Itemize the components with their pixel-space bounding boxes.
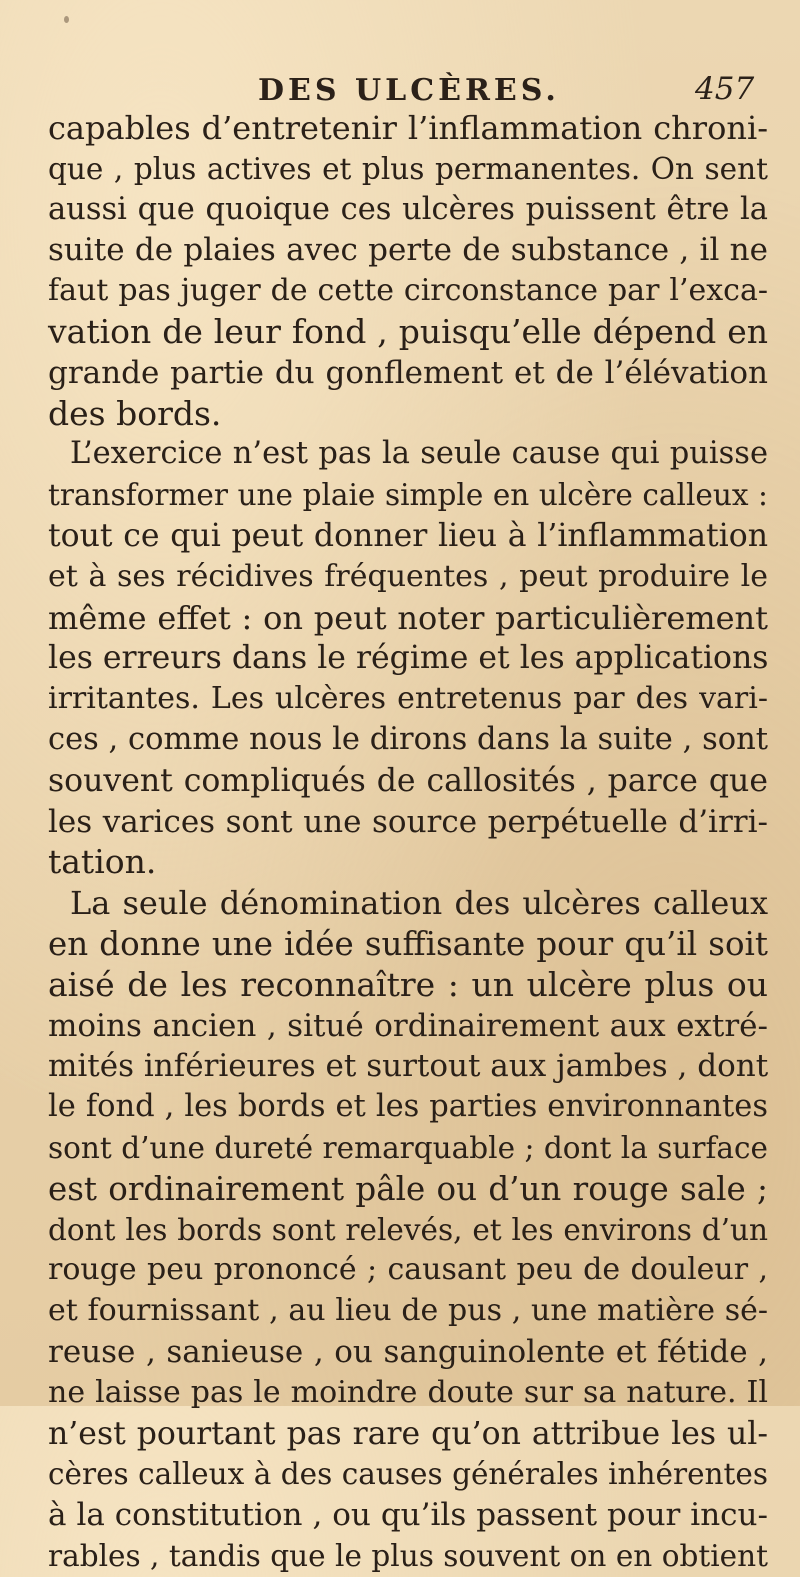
text-line: en donne une idée suffisante pour qu’il soit: [48, 924, 768, 963]
text-line: rables , tandis que le plus souvent on en obtient: [48, 1538, 768, 1573]
text-line: irritantes. Les ulcères entretenus par des vari-: [48, 681, 768, 717]
text-line: capables d’entretenir l’inflammation chroni-: [48, 109, 768, 147]
text-line: grande partie du gonflement et de l’élévation: [48, 354, 768, 391]
text-line: aussi que quoique ces ulcères puissent être la: [48, 191, 768, 227]
paragraph-start-line: L’exercice n’est pas la seule cause qui puisse: [70, 436, 768, 472]
text-line: aisé de les reconnaître : un ulcère plus ou: [48, 964, 768, 1004]
text-line: et fournissant , au lieu de pus , une matière sé-: [48, 1293, 768, 1329]
text-line: ces , comme nous le dirons dans la suite , sont: [48, 721, 768, 757]
text-line: n’est pourtant pas rare qu’on attribue les ul-: [48, 1415, 768, 1452]
text-line: le fond , les bords et les parties environnantes: [48, 1089, 768, 1125]
text-line: ne laisse pas le moindre doute sur sa nature. Il: [48, 1374, 768, 1410]
text-line: mités inférieures et surtout aux jambes , dont: [48, 1048, 769, 1085]
text-line: les erreurs dans le régime et les applications: [48, 640, 769, 677]
ink-speck: [64, 16, 69, 23]
text-line: cères calleux à des causes générales inhérentes: [48, 1457, 768, 1492]
text-line: à la constitution , ou qu’ils passent pour incu-: [48, 1497, 768, 1534]
text-line: reuse , sanieuse , ou sanguinolente et fétide ,: [48, 1333, 768, 1370]
text-line: moins ancien , situé ordinairement aux extré-: [48, 1007, 768, 1044]
text-line: les varices sont une source perpétuelle d’irri-: [48, 803, 768, 840]
page-number: 457: [695, 71, 755, 107]
body-text: [48, 108, 768, 1577]
text-line: transformer une plaie simple en ulcère calleux :: [48, 478, 768, 513]
text-line: suite de plaies avec perte de substance , il ne: [48, 232, 768, 269]
text-line: et à ses récidives fréquentes , peut produire le: [48, 558, 768, 594]
text-line: est ordinairement pâle ou d’un rouge sale ;: [48, 1169, 768, 1208]
text-line: que , plus actives et plus permanentes. On sent: [48, 151, 768, 186]
text-line: sont d’une dureté remarquable ; dont la surface: [48, 1130, 768, 1165]
text-line: dont les bords sont relevés, et les environs d’un: [48, 1212, 768, 1247]
paragraph-start-line: La seule dénomination des ulcères calleux: [70, 884, 768, 923]
paragraph-end-line: des bords.: [48, 393, 222, 433]
text-line: souvent compliqués de callosités , parce que: [48, 762, 768, 799]
text-line: tout ce qui peut donner lieu à l’inflammation: [48, 517, 768, 554]
text-line: même effet : on peut noter particulièrement: [48, 598, 768, 637]
paragraph-end-line: tation.: [48, 842, 157, 882]
text-line: faut pas juger de cette circonstance par l’exca-: [48, 273, 768, 309]
text-line: rouge peu prononcé ; causant peu de douleur ,: [48, 1252, 768, 1288]
text-line: vation de leur fond , puisqu’elle dépend en: [48, 311, 768, 351]
running-head: DES ULCÈRES.: [258, 73, 560, 108]
